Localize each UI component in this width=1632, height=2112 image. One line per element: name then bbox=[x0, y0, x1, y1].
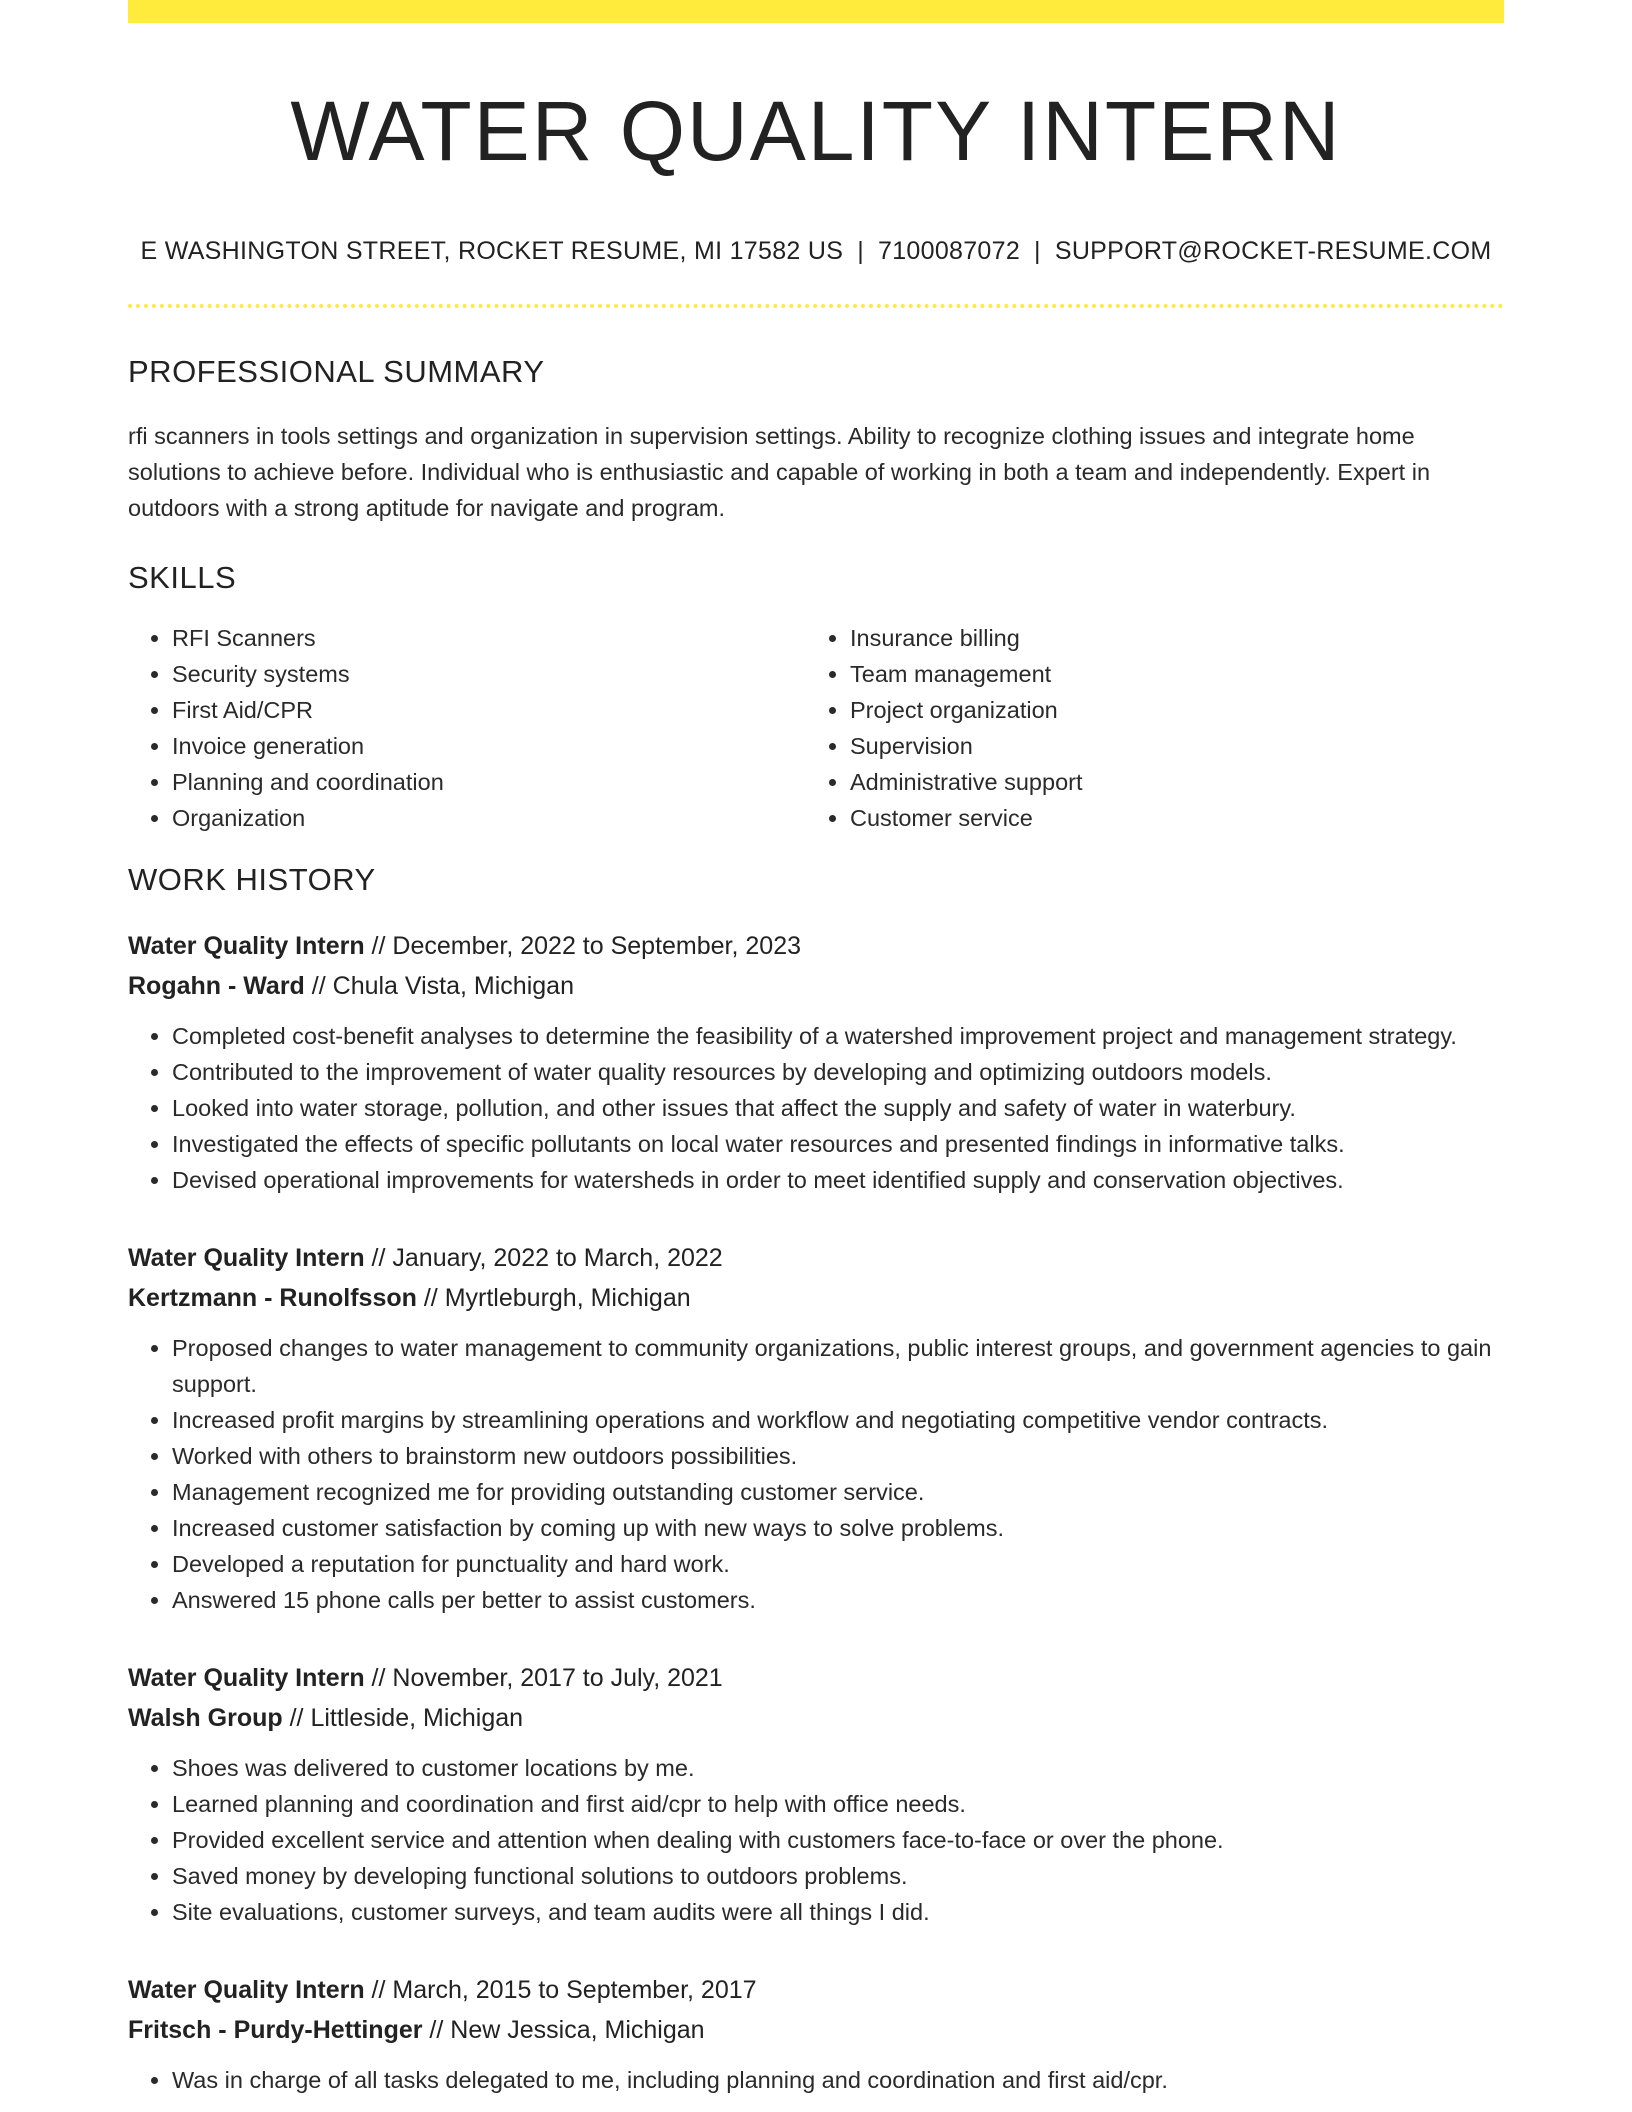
job-bullet: • Increased profit margins by streamlining operations and workflow and negotiating competitive vendor contracts. bbox=[172, 1402, 1504, 1438]
accent-top-bar bbox=[128, 0, 1504, 23]
candidate-name: WATER QUALITY INTERN bbox=[290, 84, 1342, 178]
job-bullets bbox=[128, 1330, 1504, 1618]
job-bullet: • Learned planning and coordination and first aid/cpr to help with office needs. bbox=[172, 1786, 1504, 1822]
summary-paragraph: rfi scanners in tools settings and organization in supervision settings. Ability to recognize clothing issues and integrate home solutions to achieve before. Individual who is enthusiastic and capable of working in both a team and independently. Expert in outdoors with a strong aptitude for navigate and program. bbox=[128, 423, 1431, 522]
resume-page bbox=[128, 0, 1504, 2098]
skills-heading: SKILLS bbox=[128, 560, 237, 596]
job-entry bbox=[128, 1658, 1504, 1930]
dotted-divider bbox=[128, 304, 1504, 308]
job-company-line bbox=[128, 1698, 1504, 1738]
skill-item: • Organization bbox=[172, 800, 806, 836]
contact-line bbox=[128, 237, 1504, 266]
skill-item: • Project organization bbox=[850, 692, 1484, 728]
job-role: Water Quality Intern bbox=[128, 932, 365, 961]
job-entry bbox=[128, 1238, 1504, 1618]
job-separator: // bbox=[304, 972, 333, 1001]
job-dates: January, 2022 to March, 2022 bbox=[392, 1244, 723, 1273]
job-bullet: • Saved money by developing functional solutions to outdoors problems. bbox=[172, 1858, 1504, 1894]
job-company: Kertzmann - Runolfsson bbox=[128, 1284, 417, 1313]
job-dates: March, 2015 to September, 2017 bbox=[392, 1976, 757, 2005]
job-bullets bbox=[128, 1018, 1504, 1198]
job-bullet: • Was in charge of all tasks delegated to me, including planning and coordination and first aid/cpr. bbox=[172, 2062, 1504, 2098]
contact-separator: | bbox=[1034, 237, 1041, 266]
job-bullet: • Investigated the effects of specific pollutants on local water resources and presented findings in informative talks. bbox=[172, 1126, 1504, 1162]
job-location: Littleside, Michigan bbox=[310, 1704, 524, 1733]
job-location: Myrtleburgh, Michigan bbox=[444, 1284, 691, 1313]
job-separator: // bbox=[364, 1244, 393, 1273]
job-bullet: • Management recognized me for providing outstanding customer service. bbox=[172, 1474, 1504, 1510]
skill-item: • Security systems bbox=[172, 656, 806, 692]
skills-columns bbox=[128, 620, 1504, 836]
skill-item: • First Aid/CPR bbox=[172, 692, 806, 728]
job-separator: // bbox=[422, 2016, 451, 2045]
job-separator: // bbox=[364, 932, 393, 961]
job-separator: // bbox=[364, 1976, 393, 2005]
job-dates: December, 2022 to September, 2023 bbox=[392, 932, 802, 961]
job-role: Water Quality Intern bbox=[128, 1976, 365, 2005]
contact-address: E WASHINGTON STREET, ROCKET RESUME, MI 17582 US bbox=[140, 237, 844, 266]
contact-separator: | bbox=[857, 237, 864, 266]
skill-item: • Customer service bbox=[850, 800, 1484, 836]
skill-item: • Insurance billing bbox=[850, 620, 1484, 656]
job-dates: November, 2017 to July, 2021 bbox=[392, 1664, 723, 1693]
job-separator: // bbox=[416, 1284, 445, 1313]
job-bullets bbox=[128, 1750, 1504, 1930]
job-bullet: • Contributed to the improvement of water quality resources by developing and optimizing outdoors models. bbox=[172, 1054, 1504, 1090]
contact-email[interactable]: SUPPORT@ROCKET-RESUME.COM bbox=[1054, 237, 1492, 266]
job-location: Chula Vista, Michigan bbox=[332, 972, 574, 1001]
job-role-line bbox=[128, 1238, 1504, 1278]
job-entry bbox=[128, 1970, 1504, 2098]
skills-list-right bbox=[806, 620, 1484, 836]
job-location: New Jessica, Michigan bbox=[450, 2016, 705, 2045]
job-company: Walsh Group bbox=[128, 1704, 283, 1733]
job-role-line bbox=[128, 926, 1504, 966]
job-separator: // bbox=[282, 1704, 311, 1733]
job-company-line bbox=[128, 1278, 1504, 1318]
skill-item: • RFI Scanners bbox=[172, 620, 806, 656]
job-company-line bbox=[128, 2010, 1504, 2050]
job-role-line bbox=[128, 1658, 1504, 1698]
job-role-line bbox=[128, 1970, 1504, 2010]
skill-item: • Administrative support bbox=[850, 764, 1484, 800]
job-bullet: • Shoes was delivered to customer locations by me. bbox=[172, 1750, 1504, 1786]
job-bullet: • Increased customer satisfaction by coming up with new ways to solve problems. bbox=[172, 1510, 1504, 1546]
summary-heading: PROFESSIONAL SUMMARY bbox=[128, 354, 545, 390]
job-separator: // bbox=[364, 1664, 393, 1693]
job-bullet: • Answered 15 phone calls per better to assist customers. bbox=[172, 1582, 1504, 1618]
job-company-line bbox=[128, 966, 1504, 1006]
job-company: Rogahn - Ward bbox=[128, 972, 305, 1001]
job-role: Water Quality Intern bbox=[128, 1244, 365, 1273]
job-bullet: • Site evaluations, customer surveys, and team audits were all things I did. bbox=[172, 1894, 1504, 1930]
job-bullet: • Proposed changes to water management to community organizations, public interest groups, and government agencies to gain support. bbox=[172, 1330, 1504, 1402]
skills-list-left bbox=[128, 620, 806, 836]
job-company: Fritsch - Purdy-Hettinger bbox=[128, 2016, 423, 2045]
job-role: Water Quality Intern bbox=[128, 1664, 365, 1693]
skill-item: • Invoice generation bbox=[172, 728, 806, 764]
job-bullets bbox=[128, 2062, 1504, 2098]
contact-phone: 7100087072 bbox=[878, 237, 1021, 266]
skill-item: • Supervision bbox=[850, 728, 1484, 764]
job-entry bbox=[128, 926, 1504, 1198]
job-bullet: • Looked into water storage, pollution, and other issues that affect the supply and safety of water in waterbury. bbox=[172, 1090, 1504, 1126]
skill-item: • Planning and coordination bbox=[172, 764, 806, 800]
job-bullet: • Completed cost-benefit analyses to determine the feasibility of a watershed improvement project and management strategy. bbox=[172, 1018, 1504, 1054]
skill-item: • Team management bbox=[850, 656, 1484, 692]
job-bullet: • Worked with others to brainstorm new outdoors possibilities. bbox=[172, 1438, 1504, 1474]
job-bullet: • Developed a reputation for punctuality and hard work. bbox=[172, 1546, 1504, 1582]
job-bullet: • Devised operational improvements for watersheds in order to meet identified supply and conservation objectives. bbox=[172, 1162, 1504, 1198]
job-bullet: • Provided excellent service and attention when dealing with customers face-to-face or over the phone. bbox=[172, 1822, 1504, 1858]
work-history-heading: WORK HISTORY bbox=[128, 862, 376, 898]
